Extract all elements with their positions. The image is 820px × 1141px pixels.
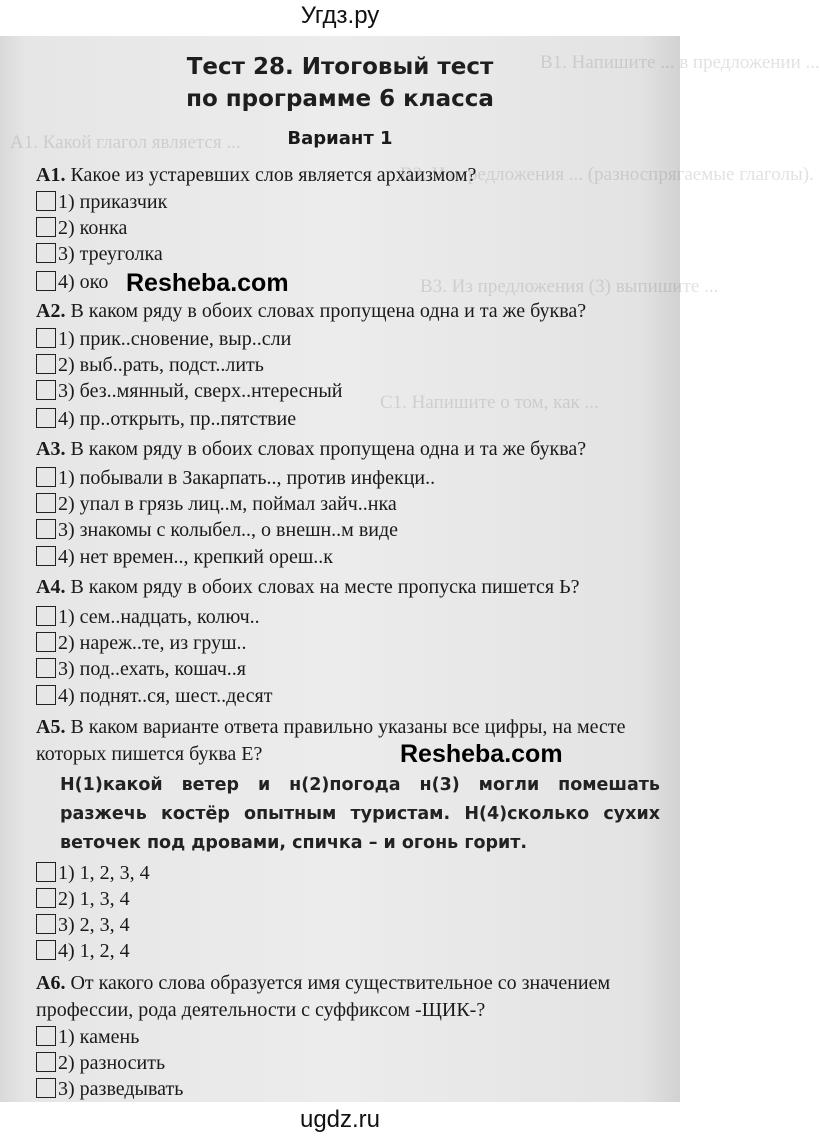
question-text: От какого слова образуется имя существительное со значением профессии, рода деятельности с суффиксом -ЩИК-? bbox=[36, 972, 611, 1021]
question-number: А4. bbox=[36, 576, 66, 598]
question-a3 bbox=[36, 436, 660, 463]
answer-option[interactable]: 2) упал в грязь лиц..м, поймал зайч..нка bbox=[36, 491, 397, 517]
answer-option[interactable]: 2) 1, 3, 4 bbox=[36, 886, 130, 912]
checkbox[interactable] bbox=[36, 1052, 56, 1072]
checkbox[interactable] bbox=[36, 658, 56, 678]
question-text: В каком варианте ответа правильно указаны все цифры, на месте которых пишется буква Е? bbox=[36, 716, 626, 765]
watermark-resheba: Resheba.com bbox=[126, 269, 289, 297]
question-a6 bbox=[36, 970, 660, 1024]
ghost-text: С1. Напишите о том, как ... bbox=[380, 392, 599, 413]
answer-option[interactable]: 4) нет времен.., крепкий ореш..к bbox=[36, 544, 333, 570]
answer-option[interactable]: 3) знакомы с колыбел.., о внешн..м виде bbox=[36, 517, 398, 543]
watermark-resheba: Resheba.com bbox=[400, 740, 563, 768]
question-a5 bbox=[36, 714, 660, 768]
answer-option[interactable]: 4) поднят..ся, шест..десят bbox=[36, 683, 272, 709]
ghost-text: В1. Напишите ... в предложении ... bbox=[540, 52, 820, 73]
checkbox[interactable] bbox=[36, 519, 56, 539]
page-title: Тест 28. Итоговый тест bbox=[186, 54, 494, 80]
checkbox[interactable] bbox=[36, 685, 56, 705]
answer-option[interactable]: 2) нареж..те, из груш.. bbox=[36, 630, 247, 656]
checkbox[interactable] bbox=[36, 914, 56, 934]
answer-option[interactable]: 2) выб..рать, подст..лить bbox=[36, 352, 264, 378]
ghost-text: А1. Какой глагол является ... bbox=[10, 132, 241, 153]
bottom-watermark: ugdz.ru bbox=[299, 1106, 381, 1133]
checkbox[interactable] bbox=[36, 380, 56, 400]
question-number: А5. bbox=[36, 716, 66, 738]
answer-option[interactable]: 1) прик..сновение, выр..сли bbox=[36, 326, 291, 352]
checkbox[interactable] bbox=[36, 243, 56, 263]
question-text: В каком ряду в обоих словах на месте пропуска пишется Ь? bbox=[70, 576, 580, 598]
question-a1 bbox=[36, 162, 660, 189]
checkbox[interactable] bbox=[36, 862, 56, 882]
question-text: В каком ряду в обоих словах пропущена одна и та же буква? bbox=[70, 438, 587, 460]
question-number: А6. bbox=[36, 972, 66, 994]
checkbox[interactable] bbox=[36, 328, 56, 348]
checkbox[interactable] bbox=[36, 408, 56, 428]
checkbox[interactable] bbox=[36, 888, 56, 908]
answer-option[interactable]: 3) разведывать bbox=[36, 1076, 183, 1102]
answer-option[interactable]: 2) разносить bbox=[36, 1050, 165, 1076]
ghost-text: В2. Из предложения ... (разноспрягаемые глаголы). bbox=[400, 164, 814, 185]
answer-option[interactable]: 4) 1, 2, 4 bbox=[36, 938, 130, 964]
question-a2 bbox=[36, 298, 660, 325]
checkbox[interactable] bbox=[36, 632, 56, 652]
question-number: А3. bbox=[36, 438, 66, 460]
answer-option[interactable]: 1) сем..надцать, колюч.. bbox=[36, 604, 260, 630]
top-watermark: Угдз.ру bbox=[300, 2, 380, 29]
answer-option[interactable]: 4) пр..открыть, пр..пятствие bbox=[36, 406, 296, 432]
checkbox[interactable] bbox=[36, 1026, 56, 1046]
checkbox[interactable] bbox=[36, 271, 56, 291]
question-number: А2. bbox=[36, 300, 66, 322]
answer-option[interactable]: 1) приказчик bbox=[36, 189, 167, 215]
question-number: А1. bbox=[36, 164, 66, 186]
checkbox[interactable] bbox=[36, 493, 56, 513]
checkbox[interactable] bbox=[36, 606, 56, 626]
checkbox[interactable] bbox=[36, 1078, 56, 1098]
answer-option[interactable]: 1) побывали в Закарпать.., против инфекци.. bbox=[36, 465, 435, 491]
answer-option[interactable]: 3) 2, 3, 4 bbox=[36, 912, 130, 938]
answer-option[interactable]: 3) без..мянный, сверх..нтересный bbox=[36, 378, 343, 404]
checkbox[interactable] bbox=[36, 217, 56, 237]
checkbox[interactable] bbox=[36, 191, 56, 211]
question-text: В каком ряду в обоих словах пропущена одна и та же буква? bbox=[70, 300, 587, 322]
page-subtitle: по программе 6 класса bbox=[186, 86, 494, 112]
checkbox[interactable] bbox=[36, 467, 56, 487]
checkbox[interactable] bbox=[36, 546, 56, 566]
variant-heading: Вариант 1 bbox=[287, 128, 393, 149]
scanned-page bbox=[0, 36, 820, 1102]
question-text: Какое из устаревших слов является архаизмом? bbox=[70, 164, 477, 186]
answer-option[interactable]: 1) 1, 2, 3, 4 bbox=[36, 860, 150, 886]
checkbox[interactable] bbox=[36, 354, 56, 374]
answer-option[interactable]: 4) око bbox=[36, 269, 108, 295]
ghost-text: В3. Из предложения (3) выпишите ... bbox=[420, 276, 719, 297]
answer-option[interactable]: 1) камень bbox=[36, 1024, 139, 1050]
question-passage: Н(1)какой ветер и н(2)погода н(3) могли помешать разжечь костёр опытным туристам. Н(4)сколько сухих веточек под дровами, спичка – и огонь горит. bbox=[60, 775, 660, 853]
question-a4 bbox=[36, 574, 660, 601]
checkbox[interactable] bbox=[36, 940, 56, 960]
answer-option[interactable]: 3) треуголка bbox=[36, 241, 163, 267]
answer-option[interactable]: 2) конка bbox=[36, 215, 127, 241]
answer-option[interactable]: 3) под..ехать, кошач..я bbox=[36, 656, 246, 682]
